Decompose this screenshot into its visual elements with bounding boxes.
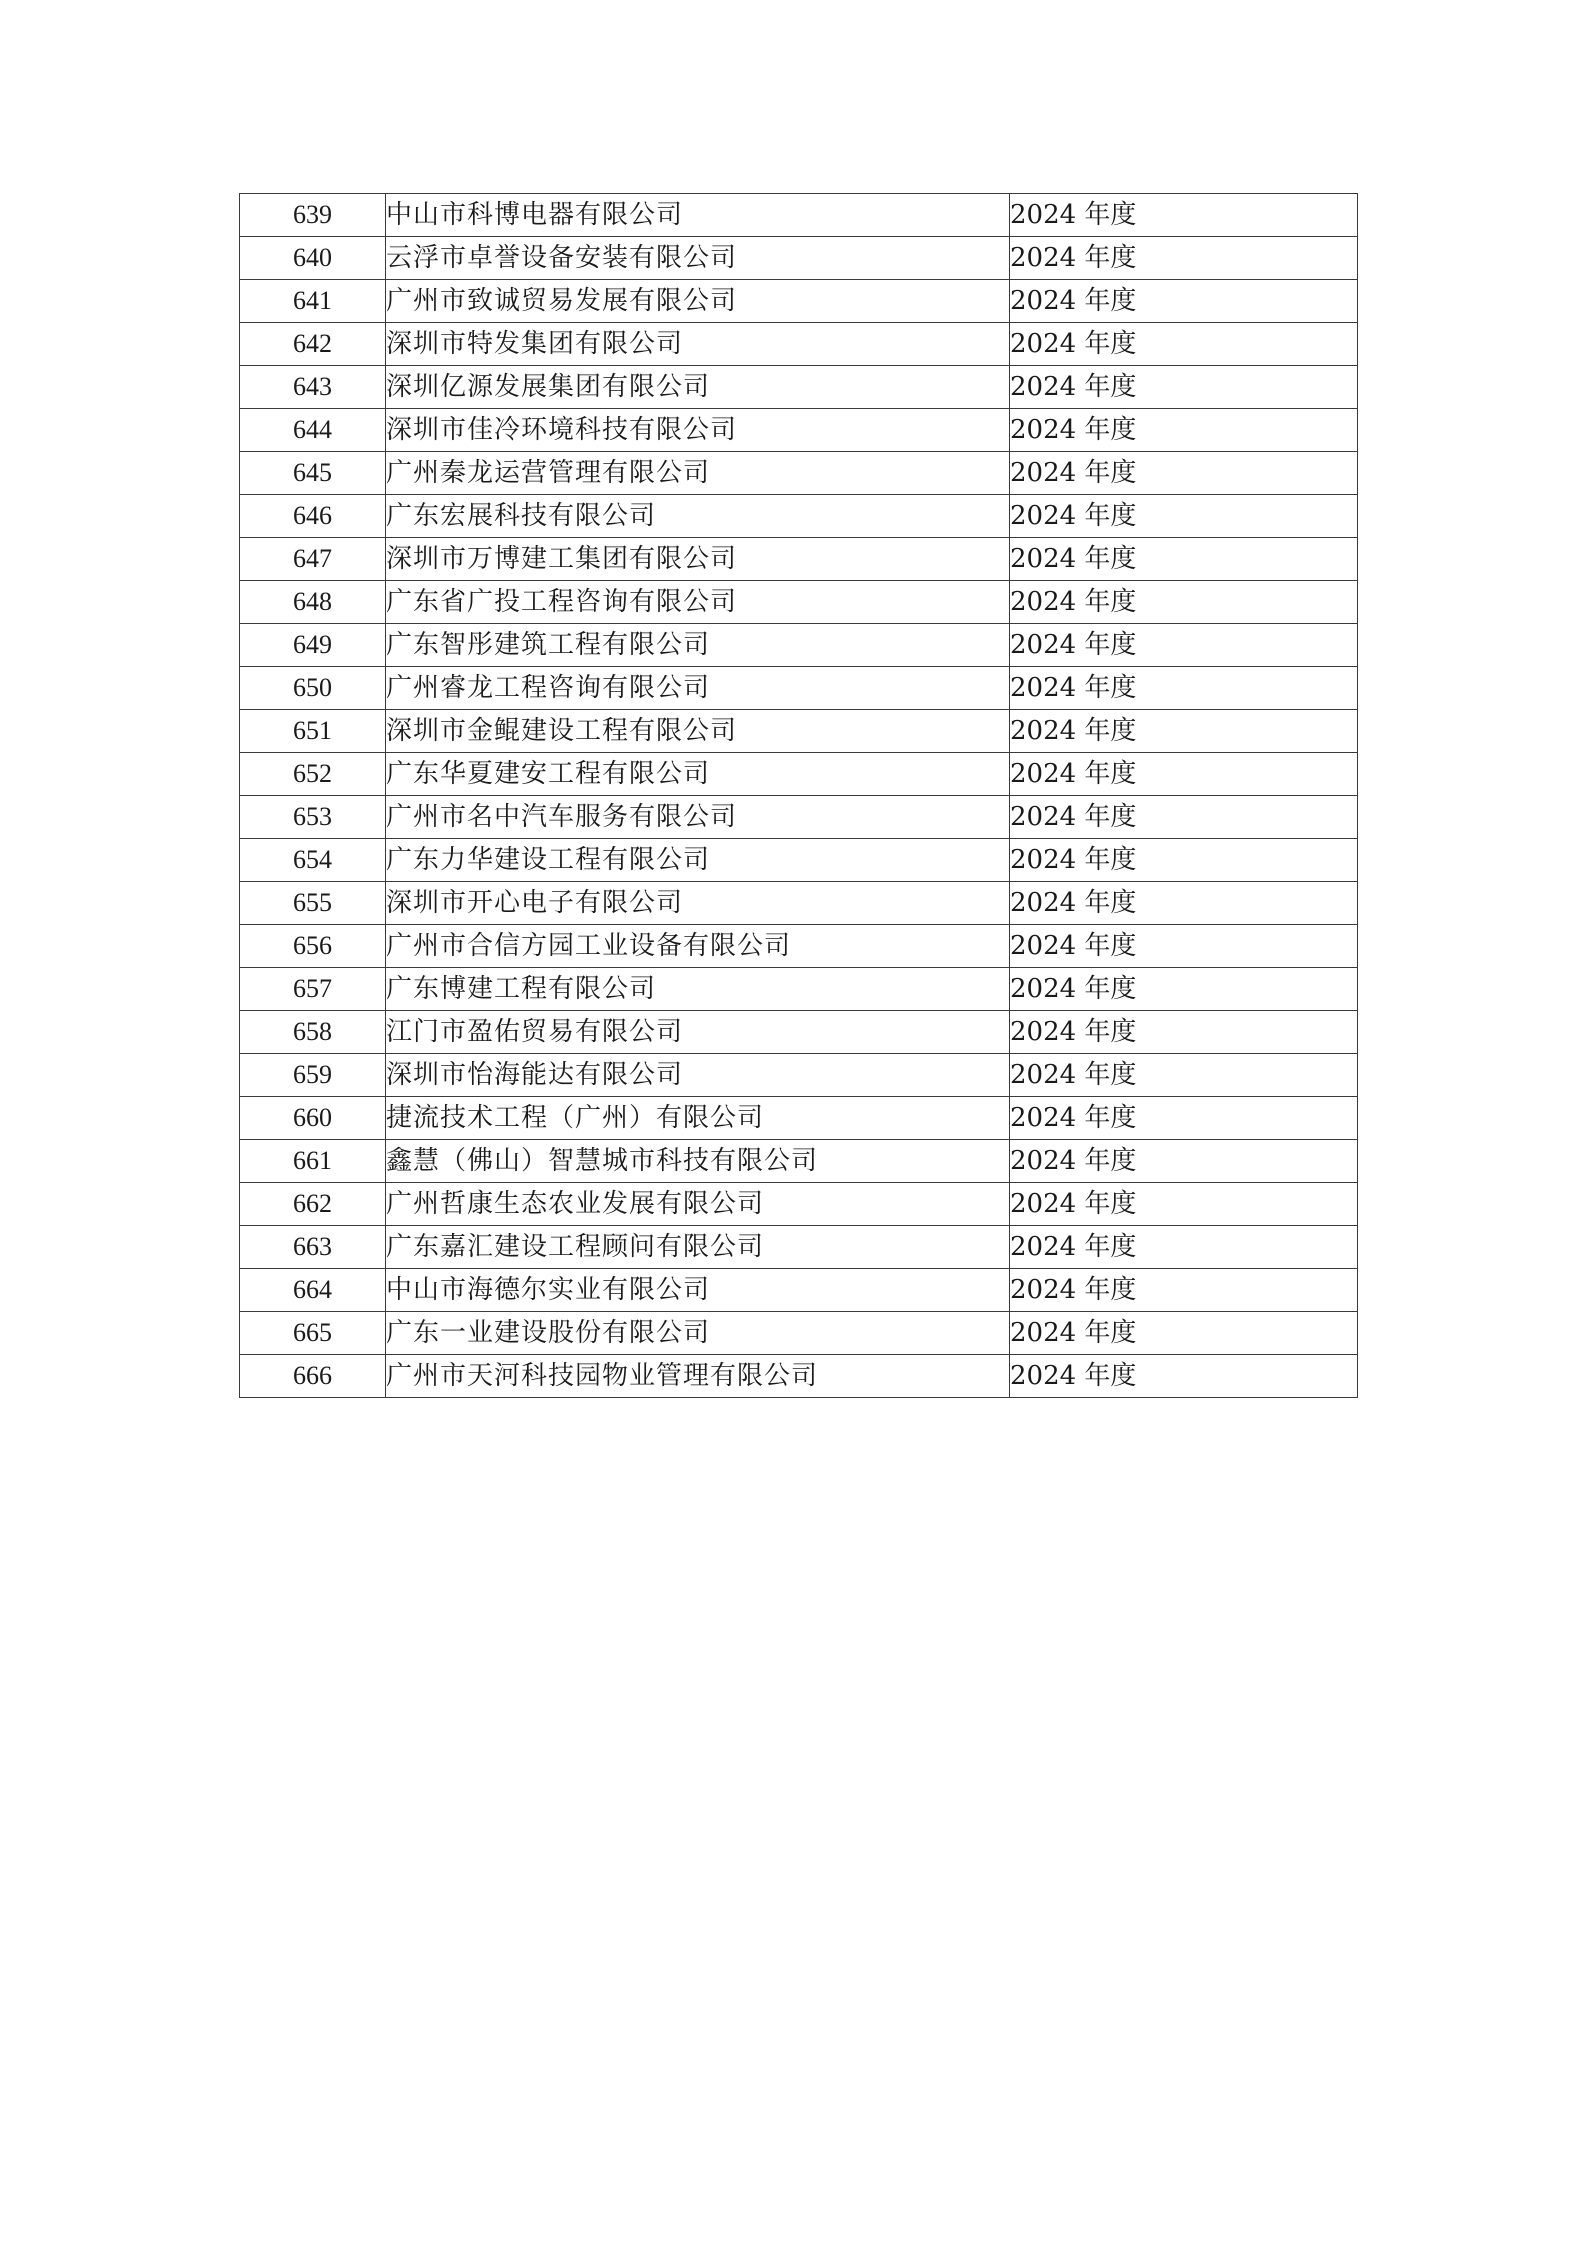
company-name-cell: 广东一业建设股份有限公司: [386, 1312, 1010, 1355]
row-number-cell: 651: [240, 710, 386, 753]
year-cell: 2024 年度: [1010, 624, 1358, 667]
row-number-cell: 663: [240, 1226, 386, 1269]
table-row: [240, 409, 1358, 452]
table-body: [240, 194, 1358, 1398]
row-number-cell: 650: [240, 667, 386, 710]
company-name-cell: 深圳市开心电子有限公司: [386, 882, 1010, 925]
company-name-cell: 广州市天河科技园物业管理有限公司: [386, 1355, 1010, 1398]
year-cell: 2024 年度: [1010, 409, 1358, 452]
table-row: [240, 925, 1358, 968]
table-row: [240, 495, 1358, 538]
company-name-cell: 江门市盈佑贸易有限公司: [386, 1011, 1010, 1054]
row-number-cell: 660: [240, 1097, 386, 1140]
table-row: [240, 1269, 1358, 1312]
company-name-cell: 中山市海德尔实业有限公司: [386, 1269, 1010, 1312]
company-name-cell: 深圳亿源发展集团有限公司: [386, 366, 1010, 409]
table-row: [240, 1355, 1358, 1398]
year-cell: 2024 年度: [1010, 538, 1358, 581]
row-number-cell: 664: [240, 1269, 386, 1312]
year-cell: 2024 年度: [1010, 882, 1358, 925]
table-row: [240, 1140, 1358, 1183]
row-number-cell: 654: [240, 839, 386, 882]
row-number-cell: 661: [240, 1140, 386, 1183]
company-name-cell: 广东省广投工程咨询有限公司: [386, 581, 1010, 624]
year-cell: 2024 年度: [1010, 495, 1358, 538]
company-name-cell: 广州秦龙运营管理有限公司: [386, 452, 1010, 495]
year-cell: 2024 年度: [1010, 925, 1358, 968]
table-row: [240, 1312, 1358, 1355]
company-name-cell: 广东力华建设工程有限公司: [386, 839, 1010, 882]
table-row: [240, 280, 1358, 323]
table-row: [240, 1011, 1358, 1054]
company-list-table: [239, 193, 1358, 1398]
row-number-cell: 662: [240, 1183, 386, 1226]
table-row: [240, 1097, 1358, 1140]
table-row: [240, 366, 1358, 409]
company-name-cell: 深圳市特发集团有限公司: [386, 323, 1010, 366]
year-cell: 2024 年度: [1010, 1140, 1358, 1183]
table-row: [240, 968, 1358, 1011]
company-name-cell: 云浮市卓誉设备安装有限公司: [386, 237, 1010, 280]
table-row: [240, 323, 1358, 366]
row-number-cell: 642: [240, 323, 386, 366]
row-number-cell: 640: [240, 237, 386, 280]
row-number-cell: 653: [240, 796, 386, 839]
row-number-cell: 657: [240, 968, 386, 1011]
year-cell: 2024 年度: [1010, 1269, 1358, 1312]
year-cell: 2024 年度: [1010, 1054, 1358, 1097]
company-name-cell: 广东华夏建安工程有限公司: [386, 753, 1010, 796]
company-name-cell: 广东智彤建筑工程有限公司: [386, 624, 1010, 667]
company-name-cell: 鑫慧（佛山）智慧城市科技有限公司: [386, 1140, 1010, 1183]
year-cell: 2024 年度: [1010, 1312, 1358, 1355]
year-cell: 2024 年度: [1010, 1226, 1358, 1269]
company-name-cell: 广东博建工程有限公司: [386, 968, 1010, 1011]
row-number-cell: 639: [240, 194, 386, 237]
company-name-cell: 广州市名中汽车服务有限公司: [386, 796, 1010, 839]
company-name-cell: 中山市科博电器有限公司: [386, 194, 1010, 237]
year-cell: 2024 年度: [1010, 581, 1358, 624]
company-name-cell: 广东嘉汇建设工程顾问有限公司: [386, 1226, 1010, 1269]
year-cell: 2024 年度: [1010, 280, 1358, 323]
table-row: [240, 710, 1358, 753]
table-row: [240, 753, 1358, 796]
row-number-cell: 652: [240, 753, 386, 796]
company-name-cell: 广州睿龙工程咨询有限公司: [386, 667, 1010, 710]
year-cell: 2024 年度: [1010, 796, 1358, 839]
company-name-cell: 广州市合信方园工业设备有限公司: [386, 925, 1010, 968]
table-row: [240, 581, 1358, 624]
table-row: [240, 194, 1358, 237]
company-name-cell: 深圳市金鲲建设工程有限公司: [386, 710, 1010, 753]
year-cell: 2024 年度: [1010, 667, 1358, 710]
row-number-cell: 649: [240, 624, 386, 667]
year-cell: 2024 年度: [1010, 237, 1358, 280]
table-row: [240, 1054, 1358, 1097]
company-name-cell: 广东宏展科技有限公司: [386, 495, 1010, 538]
row-number-cell: 659: [240, 1054, 386, 1097]
table-row: [240, 839, 1358, 882]
row-number-cell: 645: [240, 452, 386, 495]
company-name-cell: 广州市致诚贸易发展有限公司: [386, 280, 1010, 323]
table-row: [240, 452, 1358, 495]
row-number-cell: 644: [240, 409, 386, 452]
year-cell: 2024 年度: [1010, 839, 1358, 882]
row-number-cell: 641: [240, 280, 386, 323]
row-number-cell: 658: [240, 1011, 386, 1054]
year-cell: 2024 年度: [1010, 1011, 1358, 1054]
row-number-cell: 665: [240, 1312, 386, 1355]
year-cell: 2024 年度: [1010, 323, 1358, 366]
table-row: [240, 796, 1358, 839]
row-number-cell: 666: [240, 1355, 386, 1398]
table-row: [240, 624, 1358, 667]
table-row: [240, 667, 1358, 710]
year-cell: 2024 年度: [1010, 1097, 1358, 1140]
table-row: [240, 538, 1358, 581]
company-name-cell: 深圳市怡海能达有限公司: [386, 1054, 1010, 1097]
year-cell: 2024 年度: [1010, 1355, 1358, 1398]
year-cell: 2024 年度: [1010, 452, 1358, 495]
year-cell: 2024 年度: [1010, 194, 1358, 237]
table-row: [240, 882, 1358, 925]
row-number-cell: 646: [240, 495, 386, 538]
row-number-cell: 647: [240, 538, 386, 581]
row-number-cell: 655: [240, 882, 386, 925]
row-number-cell: 656: [240, 925, 386, 968]
company-name-cell: 广州哲康生态农业发展有限公司: [386, 1183, 1010, 1226]
table-row: [240, 1226, 1358, 1269]
row-number-cell: 648: [240, 581, 386, 624]
company-name-cell: 捷流技术工程（广州）有限公司: [386, 1097, 1010, 1140]
table-row: [240, 1183, 1358, 1226]
year-cell: 2024 年度: [1010, 968, 1358, 1011]
row-number-cell: 643: [240, 366, 386, 409]
year-cell: 2024 年度: [1010, 753, 1358, 796]
year-cell: 2024 年度: [1010, 366, 1358, 409]
year-cell: 2024 年度: [1010, 1183, 1358, 1226]
company-name-cell: 深圳市万博建工集团有限公司: [386, 538, 1010, 581]
table-row: [240, 237, 1358, 280]
company-name-cell: 深圳市佳冷环境科技有限公司: [386, 409, 1010, 452]
year-cell: 2024 年度: [1010, 710, 1358, 753]
